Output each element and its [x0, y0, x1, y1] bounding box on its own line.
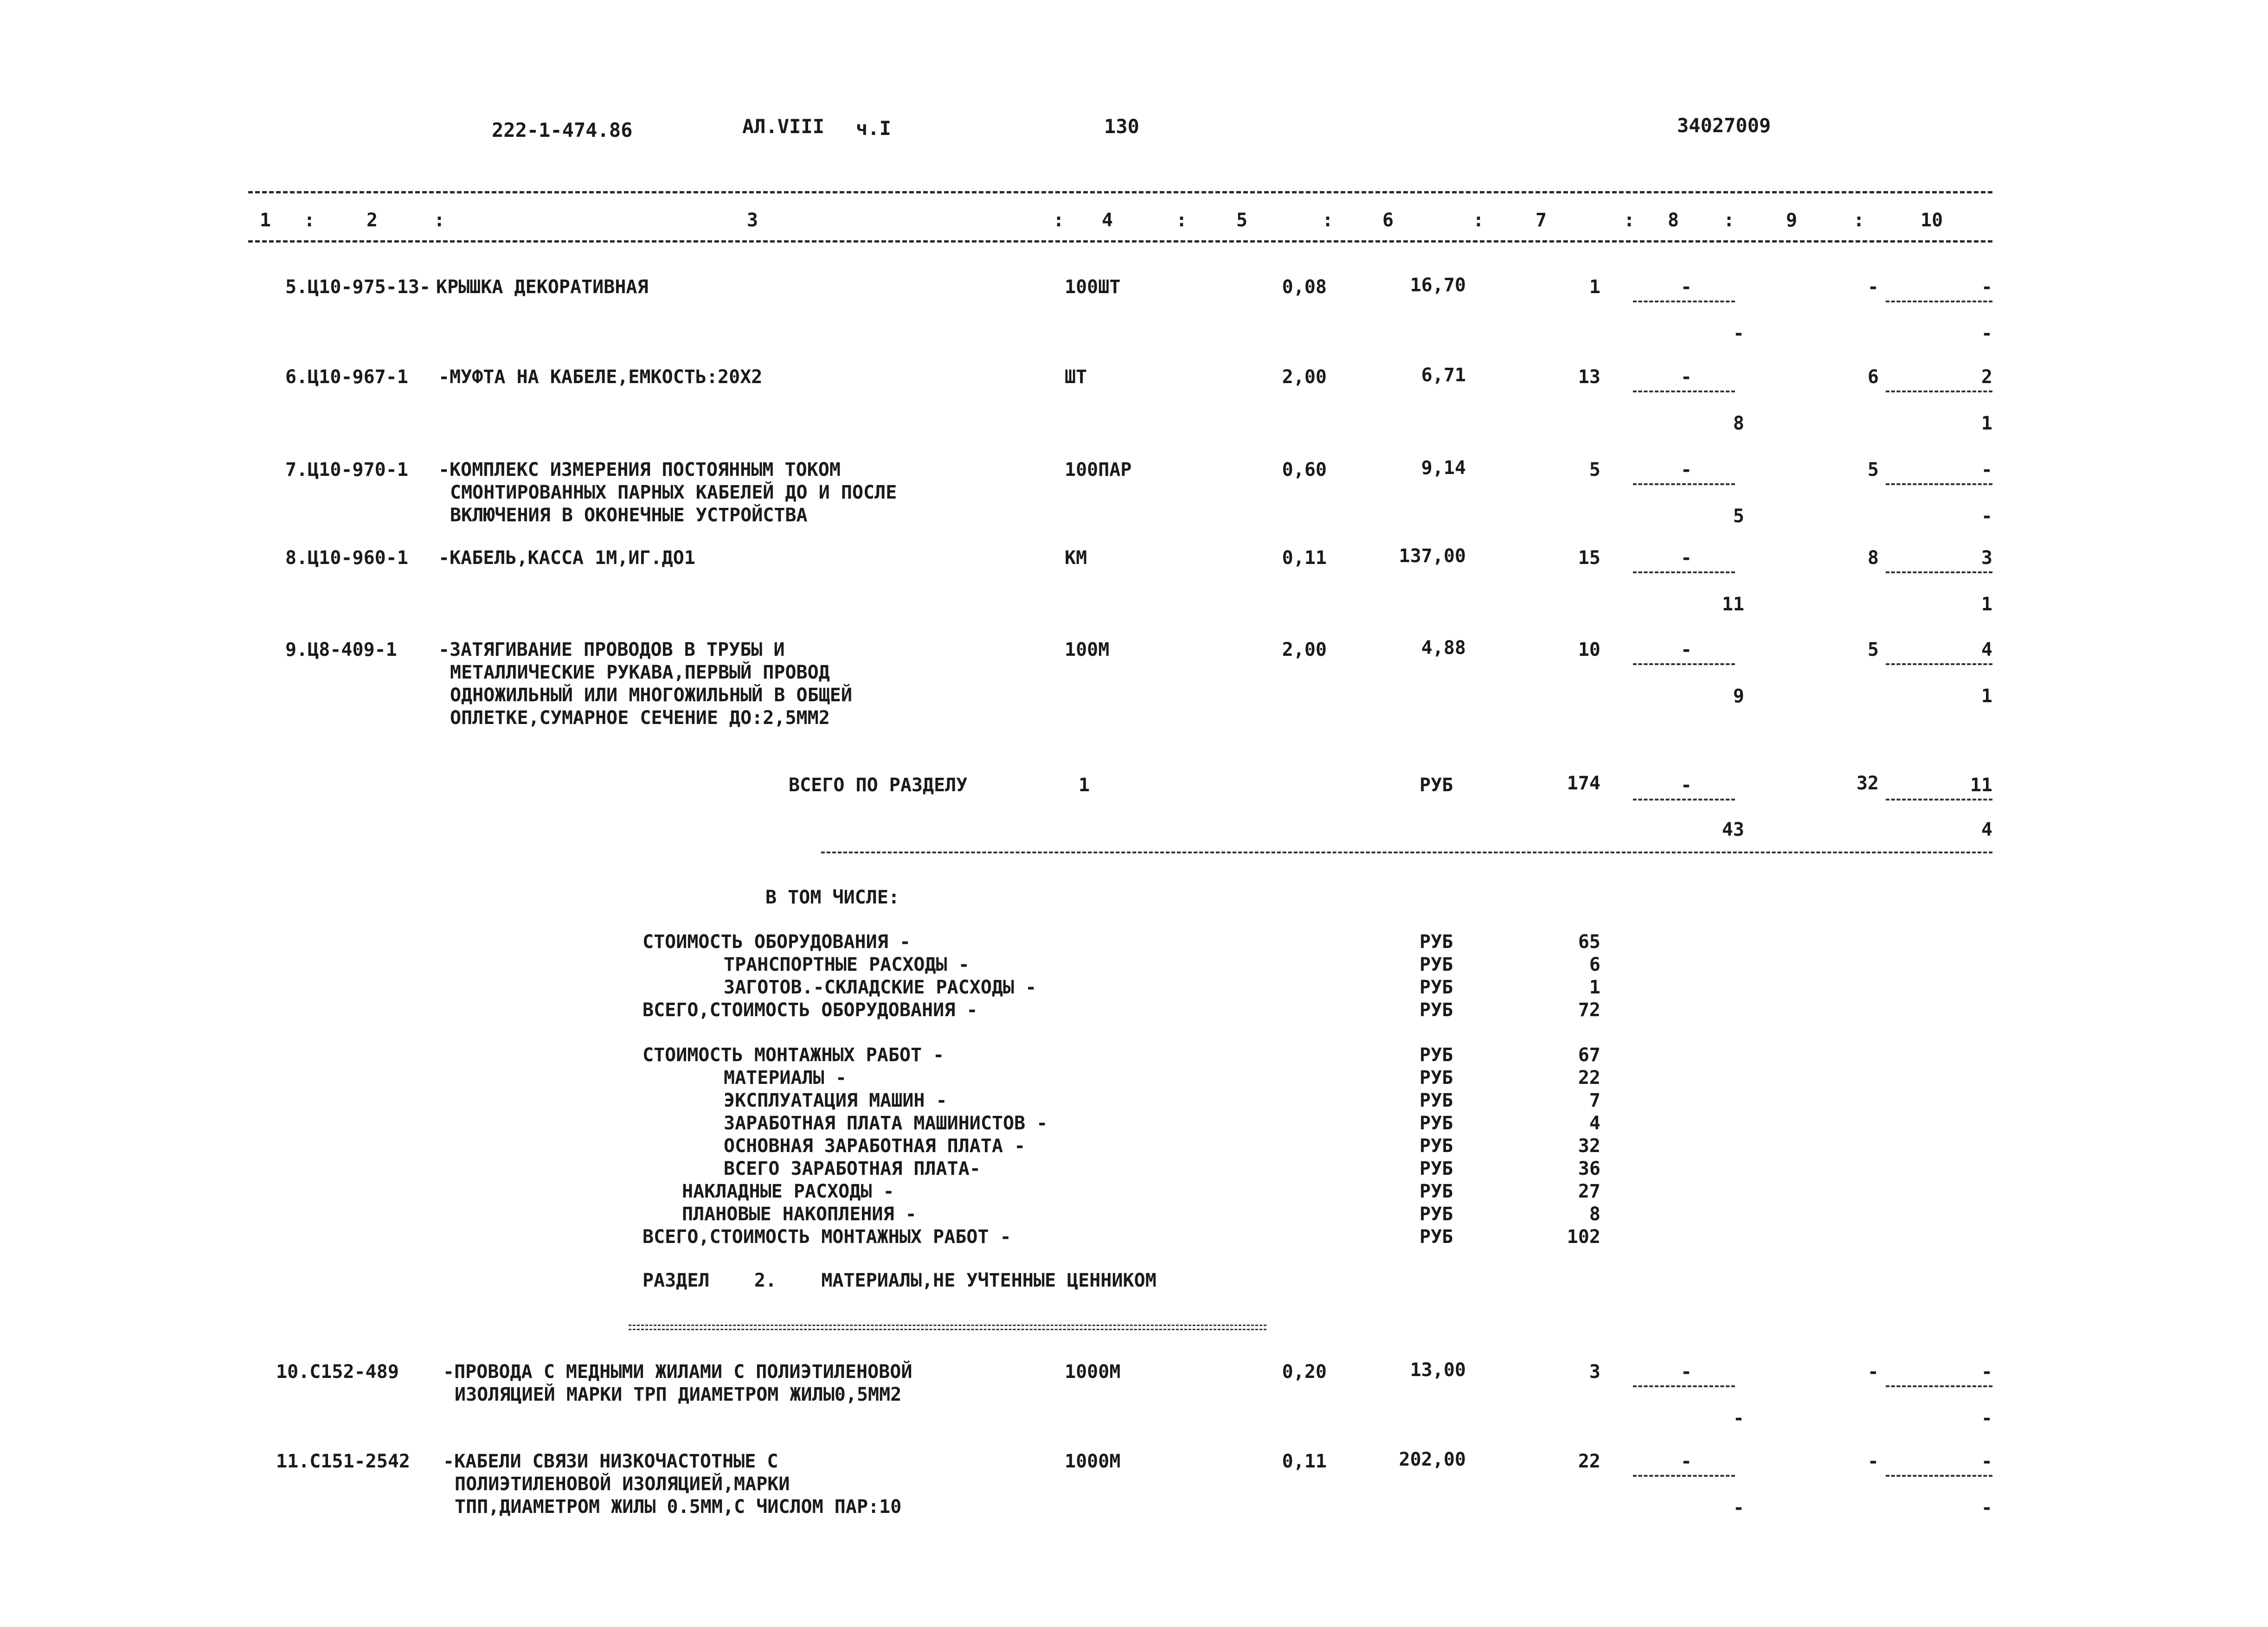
row-col8-rule [1633, 571, 1735, 573]
cost-line-unit: РУБ [1420, 1044, 1453, 1066]
row-col8-rule [1633, 663, 1735, 665]
row-col7: 1 [1589, 276, 1600, 298]
row-unit: 100ПАР [1065, 459, 1132, 480]
total-col10-rule [1886, 799, 1992, 801]
cost-line-label: СТОИМОСТЬ ОБОРУДОВАНИЯ - [642, 931, 911, 953]
column-header-mark: : [1473, 210, 1484, 231]
row-description-line: -ПРОВОДА С МЕДНЫМИ ЖИЛАМИ С ПОЛИЭТИЛЕНОВОЙ [443, 1361, 912, 1383]
cost-line-value: 32 [1578, 1135, 1600, 1157]
cost-line-unit: РУБ [1420, 1181, 1453, 1202]
cost-line-unit: РУБ [1420, 1067, 1453, 1089]
row-col10-rule [1886, 301, 1992, 302]
column-header-mark: 9 [1786, 210, 1798, 231]
row-col10-lower: - [1981, 1497, 1992, 1518]
cost-line-unit: РУБ [1420, 999, 1453, 1021]
row-col8-upper: - [1680, 547, 1692, 569]
row-col10-lower: - [1981, 506, 1992, 527]
column-header-mark: 7 [1536, 210, 1547, 231]
cost-line-label: ПЛАНОВЫЕ НАКОПЛЕНИЯ - [682, 1204, 917, 1225]
column-header-mark: : [1853, 210, 1865, 231]
row-col10-lower: - [1981, 323, 1992, 344]
section2-title: РАЗДЕЛ 2. МАТЕРИАЛЫ,НЕ УЧТЕННЫЕ ЦЕННИКОМ [642, 1270, 1156, 1291]
row-quantity: 0,11 [1282, 1451, 1327, 1472]
row-quantity: 0,11 [1282, 547, 1327, 569]
column-header-mark: : [1624, 210, 1635, 231]
row-description-line: ИЗОЛЯЦИЕЙ МАРКИ ТРП ДИАМЕТРОМ ЖИЛЫ0,5ММ2 [455, 1384, 902, 1405]
row-col10-lower: 1 [1981, 685, 1992, 707]
row-unit: КМ [1065, 547, 1087, 569]
total-label: ВСЕГО ПО РАЗДЕЛУ [789, 775, 968, 796]
cost-line-value: 7 [1589, 1090, 1600, 1111]
row-col8-lower: - [1733, 323, 1744, 344]
cost-line-value: 1 [1589, 977, 1600, 998]
row-col8-rule [1633, 483, 1735, 485]
row-col10-upper: 3 [1981, 547, 1992, 569]
cost-line-label: ВСЕГО,СТОИМОСТЬ МОНТАЖНЫХ РАБОТ - [642, 1226, 1011, 1248]
row-col8-rule [1633, 391, 1735, 392]
column-header-mark: 1 [260, 210, 271, 231]
row-description-line: -КАБЕЛЬ,КАССА 1М,ИГ.ДО1 [438, 547, 695, 569]
total-unit: РУБ [1420, 775, 1453, 796]
cost-line-value: 6 [1589, 954, 1600, 975]
cost-line-label: ОСНОВНАЯ ЗАРАБОТНАЯ ПЛАТА - [724, 1135, 1026, 1157]
cost-line-unit: РУБ [1420, 1113, 1453, 1134]
cost-line-unit: РУБ [1420, 977, 1453, 998]
column-header-mark: 10 [1921, 210, 1943, 231]
row-unit-price: 4,88 [1421, 637, 1466, 659]
row-col9: - [1867, 1361, 1879, 1383]
row-col9: - [1867, 276, 1879, 298]
row-quantity: 0,60 [1282, 459, 1327, 480]
column-header-mark: 4 [1102, 210, 1113, 231]
row-quantity: 0,08 [1282, 276, 1327, 298]
cost-line-value: 72 [1578, 999, 1600, 1021]
column-header-mark: : [1176, 210, 1188, 231]
total-col7: 174 [1567, 773, 1600, 794]
row-unit: 1000М [1065, 1451, 1121, 1472]
row-description-line: ТПП,ДИАМЕТРОМ ЖИЛЫ 0.5ММ,С ЧИСЛОМ ПАР:10 [455, 1496, 902, 1518]
row-col10-rule [1886, 571, 1992, 573]
row-col10-upper: - [1981, 459, 1992, 480]
total-col8-lower: 43 [1722, 819, 1744, 840]
row-col10-upper: - [1981, 276, 1992, 298]
total-col10-upper: 11 [1970, 775, 1992, 796]
row-unit-price: 9,14 [1421, 457, 1466, 479]
cost-line-label: ЗАРАБОТНАЯ ПЛАТА МАШИНИСТОВ - [724, 1113, 1048, 1134]
total-rule [821, 852, 1992, 853]
cost-line-unit: РУБ [1420, 1090, 1453, 1111]
row-col8-lower: 8 [1733, 413, 1744, 434]
row-description-line: ВКЛЮЧЕНИЯ В ОКОНЕЧНЫЕ УСТРОЙСТВА [450, 505, 808, 526]
column-header-mark: 8 [1668, 210, 1679, 231]
cost-line-value: 65 [1578, 931, 1600, 953]
row-col7: 13 [1578, 366, 1600, 388]
row-description-line: ОДНОЖИЛЬНЫЙ ИЛИ МНОГОЖИЛЬНЫЙ В ОБЩЕЙ [450, 685, 852, 706]
row-col8-lower: 11 [1722, 594, 1744, 615]
row-col10-upper: - [1981, 1361, 1992, 1383]
row-col10-upper: 2 [1981, 366, 1992, 388]
cost-line-value: 8 [1589, 1204, 1600, 1225]
row-description-line: -МУФТА НА КАБЕЛЕ,ЕМКОСТЬ:20Х2 [438, 366, 763, 388]
cost-line-value: 22 [1578, 1067, 1600, 1089]
row-unit-price: 137,00 [1399, 545, 1466, 567]
row-col7: 5 [1589, 459, 1600, 480]
row-col10-rule [1886, 1385, 1992, 1387]
row-unit: 1000М [1065, 1361, 1121, 1383]
row-unit: 100ШТ [1065, 276, 1121, 298]
row-col8-rule [1633, 1475, 1735, 1477]
row-quantity: 0,20 [1282, 1361, 1327, 1383]
row-col8-lower: 9 [1733, 685, 1744, 707]
cost-line-label: НАКЛАДНЫЕ РАСХОДЫ - [682, 1181, 894, 1202]
row-col10-lower: - [1981, 1408, 1992, 1429]
row-col8-upper: - [1680, 1361, 1692, 1383]
column-header-mark: : [1723, 210, 1735, 231]
header-bottom-rule [248, 240, 1992, 243]
row-quantity: 2,00 [1282, 639, 1327, 660]
row-description-line: -ЗАТЯГИВАНИЕ ПРОВОДОВ В ТРУБЫ И [438, 639, 785, 660]
row-description-line: СМОНТИРОВАННЫХ ПАРНЫХ КАБЕЛЕЙ ДО И ПОСЛЕ [450, 482, 897, 503]
row-unit-price: 6,71 [1421, 365, 1466, 386]
cost-line-label: ЗАГОТОВ.-СКЛАДСКИЕ РАСХОДЫ - [724, 977, 1037, 998]
row-col9: 8 [1867, 547, 1879, 569]
cost-line-unit: РУБ [1420, 1226, 1453, 1248]
row-description-line: -КОМПЛЕКС ИЗМЕРЕНИЯ ПОСТОЯННЫМ ТОКОМ [438, 459, 841, 480]
album-number: АЛ.VIII [742, 115, 825, 138]
total-col10-lower: 4 [1981, 819, 1992, 840]
row-col8-lower: - [1733, 1497, 1744, 1518]
row-description-line: МЕТАЛЛИЧЕСКИЕ РУКАВА,ПЕРВЫЙ ПРОВОД [450, 662, 830, 683]
cost-line-unit: РУБ [1420, 1204, 1453, 1225]
row-col8-lower: 5 [1733, 506, 1744, 527]
row-col10-upper: - [1981, 1451, 1992, 1472]
section2-double-rule [629, 1325, 1266, 1330]
column-header-mark: 6 [1382, 210, 1394, 231]
row-unit: 100М [1065, 639, 1110, 660]
including-label: В ТОМ ЧИСЛЕ: [765, 887, 899, 908]
row-col8-rule [1633, 1385, 1735, 1387]
column-header-mark: 3 [747, 210, 758, 231]
row-description-line: ПОЛИЭТИЛЕНОВОЙ ИЗОЛЯЦИЕЙ,МАРКИ [455, 1473, 790, 1495]
row-code: 10.С152-489 [276, 1361, 399, 1383]
document-code: 222-1-474.86 [492, 119, 633, 141]
cost-line-label: СТОИМОСТЬ МОНТАЖНЫХ РАБОТ - [642, 1044, 944, 1066]
row-unit-price: 16,70 [1410, 275, 1466, 296]
row-col8-rule [1633, 301, 1735, 302]
cost-line-label: ЭКСПЛУАТАЦИЯ МАШИН - [724, 1090, 947, 1111]
row-col10-rule [1886, 1475, 1992, 1477]
row-col7: 3 [1589, 1361, 1600, 1383]
row-col10-rule [1886, 663, 1992, 665]
header-top-rule [248, 191, 1992, 193]
row-col10-lower: 1 [1981, 594, 1992, 615]
row-col8-upper: - [1680, 459, 1692, 480]
row-col8-upper: - [1680, 1451, 1692, 1472]
row-col9: 6 [1867, 366, 1879, 388]
album-part: ч.I [856, 117, 891, 140]
cost-line-unit: РУБ [1420, 931, 1453, 953]
row-quantity: 2,00 [1282, 366, 1327, 388]
sheet-code: 34027009 [1677, 114, 1771, 137]
cost-line-value: 67 [1578, 1044, 1600, 1066]
cost-line-unit: РУБ [1420, 1135, 1453, 1157]
total-col8-rule [1633, 799, 1735, 801]
row-col10-upper: 4 [1981, 639, 1992, 660]
row-col8-upper: - [1680, 366, 1692, 388]
row-code: 5.Ц10-975-13- [285, 276, 431, 298]
row-col8-upper: - [1680, 639, 1692, 660]
cost-line-unit: РУБ [1420, 1158, 1453, 1179]
row-description-line: ОПЛЕТКЕ,СУМАРНОЕ СЕЧЕНИЕ ДО:2,5ММ2 [450, 707, 830, 729]
row-col7: 22 [1578, 1451, 1600, 1472]
page-number: 130 [1104, 115, 1139, 138]
row-description-line: КРЫШКА ДЕКОРАТИВНАЯ [436, 276, 649, 298]
row-col9: 5 [1867, 459, 1879, 480]
cost-line-label: ВСЕГО,СТОИМОСТЬ ОБОРУДОВАНИЯ - [642, 999, 978, 1021]
cost-line-label: ВСЕГО ЗАРАБОТНАЯ ПЛАТА- [724, 1158, 981, 1179]
cost-line-label: ТРАНСПОРТНЫЕ РАСХОДЫ - [724, 954, 970, 975]
column-header-mark: 5 [1236, 210, 1248, 231]
total-col9: 32 [1856, 773, 1879, 794]
cost-line-value: 102 [1567, 1226, 1600, 1248]
cost-line-value: 4 [1589, 1113, 1600, 1134]
row-unit: ШТ [1065, 366, 1087, 388]
cost-line-unit: РУБ [1420, 954, 1453, 975]
row-col7: 15 [1578, 547, 1600, 569]
row-col10-rule [1886, 391, 1992, 392]
column-header-mark: : [1053, 210, 1065, 231]
column-header-mark: : [304, 210, 315, 231]
cost-line-value: 27 [1578, 1181, 1600, 1202]
row-code: 9.Ц8-409-1 [285, 639, 397, 660]
cost-line-value: 36 [1578, 1158, 1600, 1179]
row-col10-lower: 1 [1981, 413, 1992, 434]
row-col9: - [1867, 1451, 1879, 1472]
column-header-mark: 2 [366, 210, 378, 231]
column-header-mark: : [1322, 210, 1334, 231]
total-section-number: 1 [1079, 775, 1090, 796]
row-col10-rule [1886, 483, 1992, 485]
row-unit-price: 202,00 [1399, 1449, 1466, 1470]
cost-line-label: МАТЕРИАЛЫ - [724, 1067, 847, 1089]
row-col8-upper: - [1680, 276, 1692, 298]
column-header-mark: : [434, 210, 445, 231]
row-code: 11.С151-2542 [276, 1451, 410, 1472]
total-col8-upper: - [1680, 775, 1692, 796]
row-code: 6.Ц10-967-1 [285, 366, 408, 388]
row-unit-price: 13,00 [1410, 1359, 1466, 1381]
row-col8-lower: - [1733, 1408, 1744, 1429]
row-col9: 5 [1867, 639, 1879, 660]
row-code: 8.Ц10-960-1 [285, 547, 408, 569]
row-description-line: -КАБЕЛИ СВЯЗИ НИЗКОЧАСТОТНЫЕ С [443, 1451, 778, 1472]
row-col7: 10 [1578, 639, 1600, 660]
row-code: 7.Ц10-970-1 [285, 459, 408, 480]
